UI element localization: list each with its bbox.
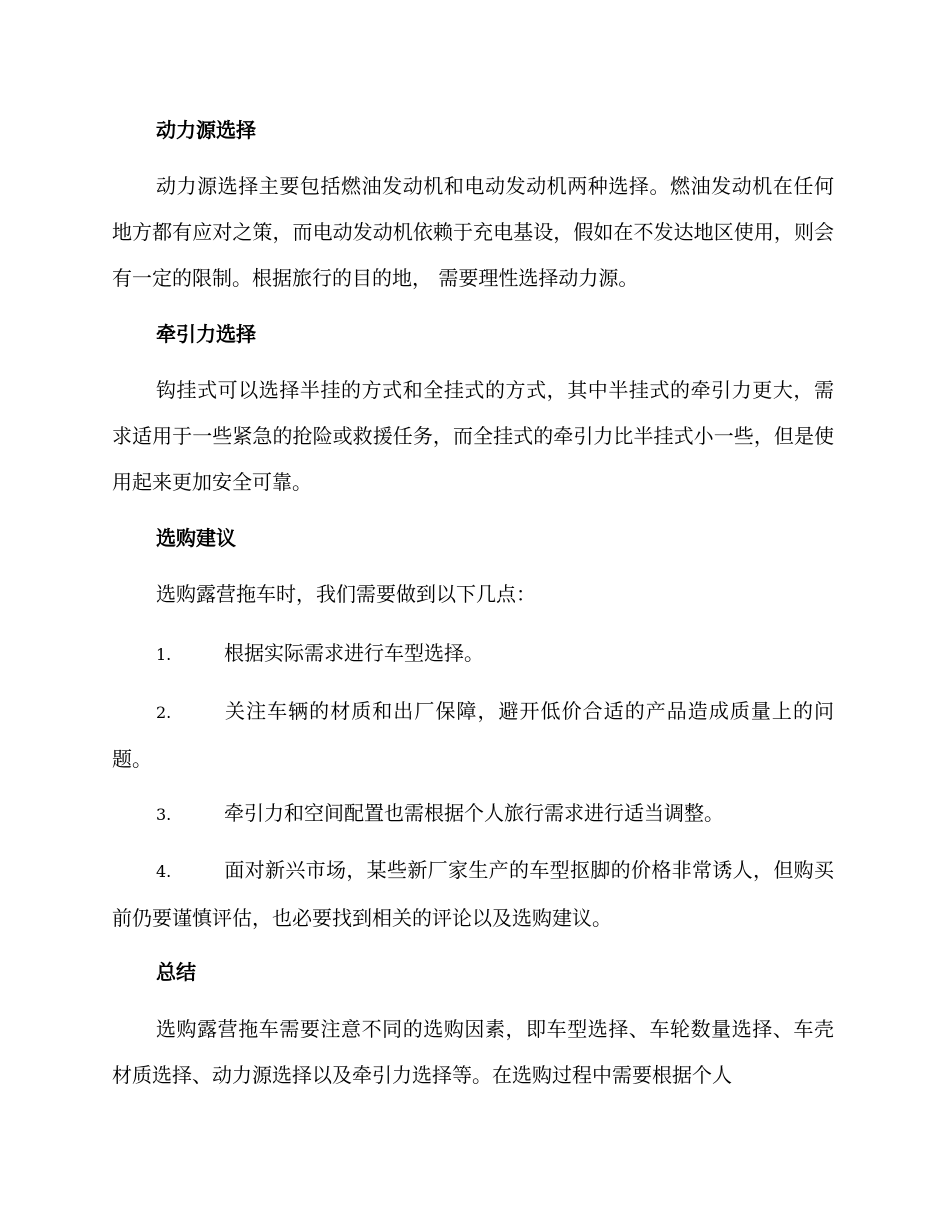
list-item-text: 面对新兴市场，某些新厂家生产的车型抠脚的价格非常诱人，但购买前仍要谨慎评估，也必要找到相关的评论以及选购建议。 (112, 858, 834, 930)
list-item-text: 关注车辆的材质和出厂保障，避开低价合适的产品造成质量上的问题。 (112, 699, 834, 771)
section-body-traction: 钩挂式可以选择半挂的方式和全挂式的方式，其中半挂式的牵引力更大，需求适用于一些紧急的抢险或救援任务，而全挂式的牵引力比半挂式小一些，但是使用起来更加安全可靠。 (112, 378, 834, 494)
list-item (112, 847, 834, 941)
list-item (112, 790, 834, 838)
list-item-text: 根据实际需求进行车型选择。 (224, 641, 484, 665)
list-item-number: 4. (156, 862, 172, 881)
list-item-number: 3. (156, 805, 172, 824)
section-heading-traction: 牵引力选择 (156, 322, 256, 346)
section-heading-power: 动力源选择 (156, 118, 256, 142)
section-body-power: 动力源选择主要包括燃油发动机和电动发动机两种选择。燃油发动机在任何地方都有应对之策，而电动发动机依赖于充电基设，假如在不发达地区使用，则会有一定的限制。根据旅行的目的地， 需要理性选择动力源。 (112, 174, 834, 290)
section-heading-advice: 选购建议 (156, 526, 236, 550)
list-item (112, 630, 834, 678)
section-heading-summary: 总结 (156, 960, 196, 984)
advice-intro: 选购露营拖车时，我们需要做到以下几点： (156, 582, 536, 606)
section-body-summary: 选购露营拖车需要注意不同的选购因素，即车型选择、车轮数量选择、车壳材质选择、动力源选择以及牵引力选择等。在选购过程中需要根据个人 (112, 1017, 834, 1087)
list-item (112, 688, 834, 782)
list-item-number: 2. (156, 703, 172, 722)
list-item-number: 1. (156, 645, 172, 664)
list-item-text: 牵引力和空间配置也需根据个人旅行需求进行适当调整。 (224, 801, 724, 825)
